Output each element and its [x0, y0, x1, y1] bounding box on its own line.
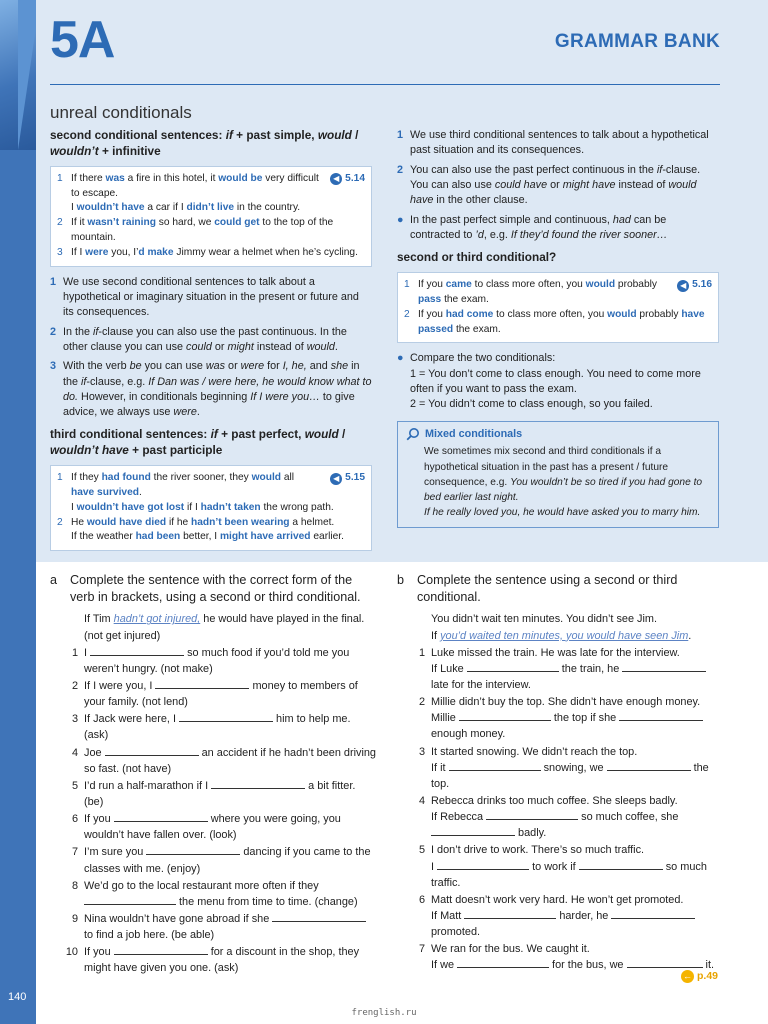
item-number: 4 [418, 795, 425, 808]
grammar-left-column [50, 128, 372, 559]
item-number: 10 [65, 946, 78, 959]
exercise-b-example: You didn’t wait ten minutes. You didn’t see Jim. If you’d waited ten minutes, you would have seen Jim. [431, 613, 692, 642]
compare-examples [397, 272, 719, 343]
item-number: 5 [71, 779, 78, 792]
exercise-b-item [397, 842, 721, 890]
item-number: 1 [71, 646, 78, 659]
answer-blank[interactable] [272, 912, 366, 922]
answer-blank[interactable] [457, 958, 549, 968]
item-text: If you for a discount in the shop, they might have given you one. (ask) [84, 946, 360, 975]
answer-blank[interactable] [619, 711, 703, 721]
item-number: 2 [418, 696, 425, 709]
rule-item: 1 We use second conditional sentences to talk about a hypothetical or imaginary situation in the present or future and its consequences. [50, 275, 359, 319]
answer-blank[interactable] [607, 761, 691, 771]
third-conditional-rules [397, 128, 719, 243]
answer-blank[interactable] [179, 712, 273, 722]
answer-blank[interactable] [622, 662, 706, 672]
item-text: Nina wouldn’t have gone abroad if she to find a job here. (be able) [84, 911, 376, 943]
item-text: Millie didn’t buy the top. She didn’t have enough money. Millie the top if she enough money. [431, 694, 721, 742]
item-number: 6 [71, 813, 78, 826]
item-number: 5 [418, 844, 425, 857]
item-text: If I were you, I money to members of your family. (not lend) [84, 680, 358, 709]
answer-blank[interactable] [90, 646, 184, 656]
exercise-a-item [50, 944, 376, 976]
audio-button[interactable]: ◀ 5.16 [677, 278, 712, 293]
exercise-a-item [50, 844, 376, 876]
rule-item: 2 In the if-clause you can also use the past continuous. In the other clause you can use could or might instead of would. [50, 325, 347, 353]
rule-item: ● Compare the two conditionals: [397, 351, 719, 366]
answer-blank[interactable] [611, 909, 695, 919]
answer-blank[interactable] [105, 746, 199, 756]
exercise-b-item [397, 892, 721, 940]
item-text: If Jack were here, I him to help me. (ask) [84, 713, 351, 742]
answer-blank[interactable] [437, 860, 529, 870]
answer-blank[interactable] [579, 860, 663, 870]
item-number: 7 [71, 846, 78, 859]
rule-item: 2 = You didn’t come to class enough, so you failed. [410, 398, 653, 411]
speaker-icon: ◀ [330, 173, 342, 185]
exercise-a-item [50, 878, 376, 910]
exercise-a-item [50, 678, 376, 710]
item-number: 7 [418, 943, 425, 956]
mixed-conditionals-text: We sometimes mix second and third conditionals if a hypothetical situation in the past has a present / future consequence, e.g. You wouldn’t be so tired if you had gone to bed earlier last night. If he really loved you, he would have asked you to marry him. [424, 446, 703, 519]
page-number: 140 [8, 991, 27, 1003]
example-line: If the weather had been better, I might have arrived earlier. [71, 531, 344, 543]
rule-item: 3 With the verb be you can use was or were for I, he, and she in the if-clause, e.g. If Dan was / were here, he would know what to do. However, in conditionals beginning If I were you… to give advice, we always use were. [50, 360, 372, 419]
header-rule [50, 84, 720, 85]
item-number: 6 [418, 893, 425, 906]
answer-blank[interactable] [431, 826, 515, 836]
example-line: 2 He would have died if he hadn’t been wearing a helmet. [57, 516, 335, 528]
example-line: I wouldn’t have got lost if I hadn’t taken the wrong path. [71, 501, 334, 513]
example-line: 1 If you came to class more often, you would probably pass the exam. [404, 279, 657, 305]
exercise-a-item [50, 711, 376, 743]
compare-notes [397, 351, 719, 412]
second-conditional-rules [50, 275, 372, 421]
rule-item: ● In the past perfect simple and continuous, had can be contracted to ’d, e.g. If they’d found the river sooner… [397, 213, 719, 244]
magnifier-icon [406, 427, 420, 441]
item-number: 2 [71, 680, 78, 693]
item-number: 3 [418, 745, 425, 758]
answer-blank[interactable] [627, 958, 703, 968]
item-text: Rebecca drinks too much coffee. She sleeps badly. If Rebecca so much coffee, she badly. [431, 795, 679, 840]
item-number: 4 [71, 746, 78, 759]
item-number: 9 [71, 913, 78, 925]
exercise-b-item [397, 694, 721, 742]
answer-blank[interactable] [467, 662, 559, 672]
exercise-a-item [50, 778, 376, 810]
example-line: I wouldn’t have a car if I didn’t live in the country. [71, 202, 301, 214]
audio-button[interactable]: ◀ 5.14 [330, 172, 365, 187]
bullet-icon: ● [397, 352, 404, 365]
section-title: GRAMMAR BANK [554, 31, 720, 52]
back-link[interactable]: ← p.49 [682, 970, 718, 982]
unit-number: 5A [50, 11, 115, 69]
answer-blank[interactable] [211, 779, 305, 789]
exercise-a-instruction: a Complete the sentence with the correct form of the verb in brackets, using a second or third conditional. [50, 573, 361, 604]
item-text: I’m sure you dancing if you came to the classes with me. (enjoy) [84, 846, 371, 875]
side-stripe [0, 0, 36, 1024]
item-text: I’d run a half-marathon if I a bit fitter. (be) [84, 779, 356, 809]
example-line: 1 If they had found the river sooner, they would all have survived. [57, 472, 295, 499]
item-text: It started snowing. We didn’t reach the top. If it snowing, we the top. [431, 745, 709, 790]
bullet-icon: ● [397, 213, 404, 226]
item-number: 3 [71, 713, 78, 726]
example-line: 2 If it wasn’t raining so hard, we could get to the top of the mountain. [57, 217, 334, 243]
exercise-a-item [50, 811, 376, 843]
compare-heading: second or third conditional? [397, 250, 557, 265]
answer-blank[interactable] [449, 761, 541, 771]
exercise-b-item [397, 941, 721, 973]
exercise-a-example: If Tim hadn’t got injured, he would have played in the final. (not get injured) [84, 613, 365, 642]
item-number: 1 [418, 646, 425, 659]
item-text: We’d go to the local restaurant more often if they the menu from time to time. (change) [84, 879, 358, 908]
exercise-b-item [397, 744, 721, 792]
example-line: 1 If there was a fire in this hotel, it would be very difficult to escape. [57, 172, 319, 199]
second-conditional-heading: second conditional sentences: if + past simple, would / wouldn’t + infinitive [50, 128, 359, 158]
item-text: Luke missed the train. He was late for the interview. If Luke the train, he late for the interview. [431, 645, 721, 693]
item-text: I don’t drive to work. There’s so much traffic. I to work if so much traffic. [431, 844, 707, 889]
answer-blank[interactable] [464, 909, 556, 919]
arrow-left-icon: ← [681, 970, 694, 983]
exercise-a-item [50, 911, 376, 943]
item-text: We ran for the bus. We caught it. If we for the bus, we it. [431, 943, 715, 972]
speaker-icon: ◀ [677, 280, 689, 292]
mixed-conditionals-box [397, 421, 719, 528]
item-text: I so much food if you’d told me you weren’t hungry. (not make) [84, 646, 350, 675]
item-number: 8 [71, 879, 78, 892]
example-line: 2 If you had come to class more often, you would probably have passed the exam. [404, 308, 705, 335]
exercise-a [50, 572, 376, 978]
third-conditional-examples [50, 465, 372, 551]
audio-button[interactable]: ◀ 5.15 [330, 471, 365, 486]
answer-blank[interactable] [486, 810, 578, 820]
answer-blank[interactable] [146, 845, 240, 855]
item-text: Joe an accident if he hadn’t been driving so fast. (not have) [84, 746, 376, 775]
answer-blank[interactable] [459, 711, 551, 721]
rule-item: 1 We use third conditional sentences to talk about a hypothetical past situation and its consequences. [397, 129, 709, 157]
item-text: If you where you were going, you wouldn’t have fallen over. (look) [84, 813, 341, 842]
answer-blank[interactable] [84, 895, 176, 905]
exercise-b-instruction: b Complete the sentence using a second or third conditional. [397, 573, 678, 604]
topic-title: unreal conditionals [50, 103, 192, 122]
answer-blank[interactable] [114, 812, 208, 822]
exercise-b-item [397, 645, 721, 693]
rule-item: 1 = You don’t come to class enough. You need to come more often if you want to pass the exam. [410, 367, 701, 395]
second-conditional-examples [50, 166, 372, 267]
third-conditional-heading: third conditional sentences: if + past perfect, would / wouldn’t have + past participle [50, 427, 346, 458]
answer-blank[interactable] [155, 679, 249, 689]
speaker-icon: ◀ [330, 473, 342, 485]
example-line: 3 If I were you, I’d make Jimmy wear a helmet when he’s cycling. [57, 246, 358, 258]
exercise-b-item [397, 793, 721, 841]
grammar-right-column [397, 128, 719, 528]
item-text: Matt doesn’t work very hard. He won’t get promoted. If Matt harder, he promoted. [431, 892, 721, 940]
mixed-conditionals-title: Mixed conditionals [425, 427, 523, 440]
exercise-b [397, 572, 721, 975]
rule-item: 2 You can also use the past perfect continuous in the if-clause. You can also use could have or might have instead of would have in the other clause. [397, 163, 701, 207]
exercise-a-item [50, 645, 376, 677]
answer-blank[interactable] [114, 945, 208, 955]
exercise-a-item [50, 745, 376, 777]
footer-watermark: frenglish.ru [351, 1008, 417, 1018]
